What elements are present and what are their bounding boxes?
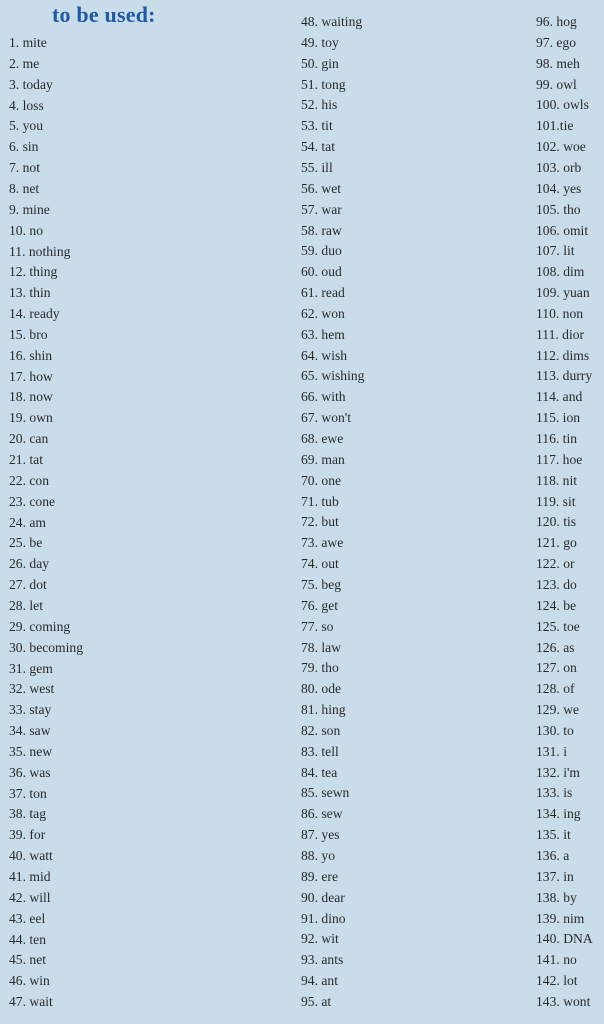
word-list-item: 97. ego [536,34,577,50]
word-list-item: 29. coming [9,618,71,634]
word-list-item: 21. tat [9,452,43,467]
word-list-item: 101.tie [536,118,574,134]
word-list-item: 116. tin [536,431,578,446]
word-list-item: 66. with [301,389,346,405]
word-list-item: 75. beg [301,576,342,592]
word-list-item: 115. ion [536,410,581,426]
word-list-item: 49. toy [301,34,339,50]
word-list-item: 110. non [536,305,584,321]
word-list-item: 120. tis [536,514,577,530]
word-list-item: 73. awe [301,535,344,551]
word-list-item: 140. DNA [536,931,593,947]
word-list-item: 36. was [9,764,51,780]
word-list-item: 47. wait [9,994,53,1010]
word-list-item: 124. be [536,597,577,613]
word-list-item: 127. on [536,660,577,676]
word-list-item: 72. but [301,514,339,530]
word-list-item: 89. ere [301,868,338,884]
word-list-item: 103. orb [536,159,582,175]
word-list-item: 6. sin [9,139,39,155]
word-list-item: 131. i [536,743,567,759]
word-list-item: 63. hem [301,326,345,342]
word-list-item: 44. ten [9,931,46,947]
word-list-item: 41. mid [9,869,51,884]
word-list-item: 42. will [9,889,51,905]
word-list-item: 50. gin [301,55,339,71]
word-list-item: 109. yuan [536,285,590,301]
word-list-item: 111. dior [536,326,585,342]
word-list-item: 84. tea [301,764,338,780]
word-list-item: 52. his [301,97,338,113]
word-list-item: 37. ton [9,785,47,801]
word-list-item: 45. net [9,952,46,968]
word-list-item: 24. am [9,514,46,530]
word-list-item: 30. becoming [9,639,83,655]
word-list-item: 39. for [9,827,46,843]
word-list-item: 58. raw [301,222,342,238]
word-list-item: 70. one [301,472,342,488]
word-list-item: 137. in [536,868,574,884]
word-list-item: 90. dear [301,889,345,905]
word-list-item: 107. lit [536,243,575,259]
word-list-item: 112. dims [536,347,590,363]
word-list-item: 92. wit [301,931,339,947]
word-list-item: 93. ants [301,952,344,968]
word-list-item: 43. eel [9,910,46,926]
word-list-item: 123. do [536,576,577,592]
word-list-item: 10. no [9,222,43,238]
word-list-item: 9. mine [9,201,50,217]
word-list-item: 48. waiting [301,14,363,29]
word-list-item: 96. hog [536,14,577,29]
word-list-item: 40. watt [9,848,53,864]
word-list-item: 100. owls [536,97,589,113]
word-list-item: 38. tag [9,806,46,822]
word-list-item: 25. be [9,535,43,551]
word-list-item: 141. no [536,952,577,968]
list-heading: to be used: [52,2,156,27]
word-list-item: 86. sew [301,806,343,822]
word-list-item: 15. bro [9,326,48,342]
word-list-item: 106. omit [536,222,589,238]
word-list-item: 136. a [536,848,570,863]
word-list-item: 22. con [9,472,50,488]
word-list-item: 85. sewn [301,785,350,801]
word-list-item: 34. saw [9,723,51,739]
word-list-item: 69. man [301,451,345,467]
word-list-item: 28. let [9,597,43,613]
word-list-item: 134. ing [536,806,581,822]
word-list-item: 17. how [9,368,53,384]
word-list-item: 138. by [536,889,577,905]
word-list-item: 18. now [9,389,53,405]
word-list-item: 78. law [301,639,342,655]
word-list-item: 68. ewe [301,431,344,446]
word-list-item: 12. thing [9,264,58,280]
word-list-item: 95. at [301,993,332,1009]
word-list-item: 79. tho [301,660,339,676]
word-list-item: 77. so [301,618,334,634]
word-list-item: 13. thin [9,285,51,301]
word-list-item: 104. yes [536,180,582,196]
word-list-item: 94. ant [301,973,338,989]
word-list-item: 125. toe [536,618,580,634]
word-list-item: 83. tell [301,743,339,759]
word-list-item: 3. today [9,76,53,92]
word-list-item: 56. wet [301,180,342,196]
word-list-item: 132. i'm [536,764,580,780]
word-list-item: 31. gem [9,660,53,676]
word-list-item: 135. it [536,827,571,843]
word-list-item: 99. owl [536,76,577,92]
word-list-item: 27. dot [9,577,47,593]
word-list-item: 91. dino [301,910,346,926]
word-list-item: 128. of [536,681,575,697]
word-list-item: 35. new [9,743,53,759]
word-list-item: 142. lot [536,973,578,989]
word-list-item: 143. wont [536,993,591,1009]
word-list-item: 82. son [301,722,341,738]
word-list-item: 23. cone [9,493,56,509]
word-list-item: 59. duo [301,243,342,259]
word-list-item: 133. is [536,785,573,801]
word-list-item: 139. nim [536,910,585,926]
word-list-item: 55. ill [301,159,333,175]
word-list-item: 121. go [536,535,577,551]
word-list-item: 126. as [536,639,575,655]
word-list-item: 26. day [9,556,50,572]
word-list-item: 88. yo [301,848,335,863]
word-list-item: 81. hing [301,702,346,718]
word-list-item: 7. not [9,160,40,176]
word-list-item: 129. we [536,702,580,718]
word-list-item: 16. shin [9,347,53,363]
word-list-item: 51. tong [301,76,346,92]
word-list-item: 119. sit [536,493,576,509]
word-list-item: 19. own [9,410,53,426]
word-list-item: 65. wishing [301,368,365,384]
word-list-item: 67. won't [301,410,352,426]
word-list-item: 118. nit [536,472,578,488]
word-list-item: 64. wish [301,347,348,363]
word-list-item: 98. meh [536,55,580,71]
word-list-item: 8. net [9,180,40,196]
word-list-item: 114. and [536,389,583,405]
word-list-item: 14. ready [9,306,60,322]
word-list-item: 20. can [9,431,49,447]
word-list-item: 61. read [301,285,345,301]
word-list-item: 57. war [301,201,342,217]
word-list-item: 130. to [536,722,574,738]
word-list-item: 46. win [9,973,50,989]
word-list-item: 105. tho [536,201,581,217]
word-list-item: 54. tat [301,139,335,155]
word-list-item: 53. tit [301,118,333,134]
word-list-item: 11. nothing [9,243,71,259]
word-list-item: 113. durry [536,368,593,384]
word-list-item: 2. me [9,55,40,71]
word-list-item: 60. oud [301,264,342,280]
word-list-item: 80. ode [301,681,342,697]
word-list-item: 4. loss [9,97,44,113]
word-list-item: 1. mite [9,35,47,50]
word-list-item: 74. out [301,556,339,572]
word-list-item: 122. or [536,556,575,572]
word-list-item: 76. get [301,597,338,613]
word-list-item: 108. dim [536,264,585,280]
word-list-item: 33. stay [9,702,52,718]
word-list-item: 71. tub [301,493,339,509]
word-list-item: 62. won [301,305,345,321]
word-list-item: 32. west [9,681,55,697]
word-list-item: 102. woe [536,139,586,155]
word-list-item: 87. yes [301,827,340,843]
word-list-item: 5. you [9,118,43,134]
word-list-item: 117. hoe [536,451,583,467]
